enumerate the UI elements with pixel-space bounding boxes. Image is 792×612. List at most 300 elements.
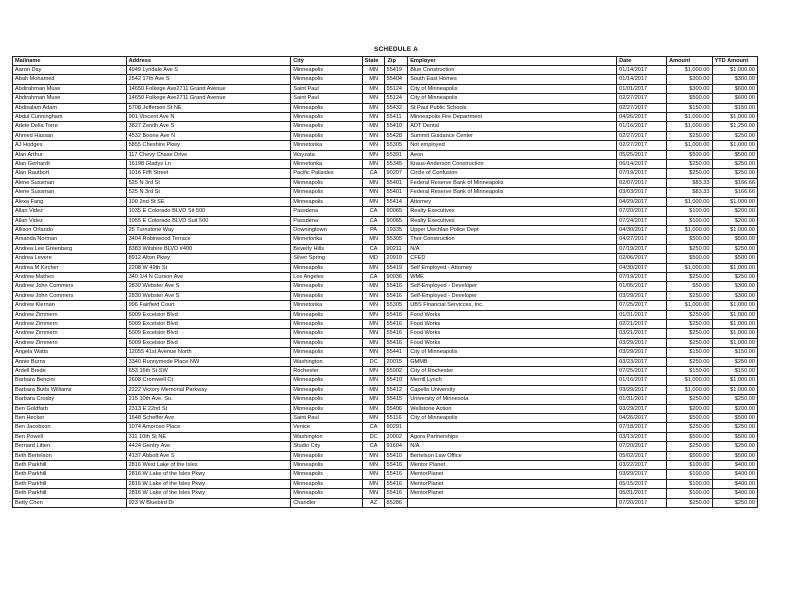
cell-state: MN [362, 94, 385, 103]
cell-city: Studio City [291, 442, 363, 451]
cell-mailname: Alan Rautbort [13, 169, 127, 178]
cell-ytd-amount: $150.00 [712, 103, 757, 112]
cell-employer [408, 498, 617, 507]
cell-city: Minneapolis [291, 103, 363, 112]
table-row [13, 489, 758, 498]
table-row [13, 235, 758, 244]
cell-mailname: Ben Hecker [13, 414, 127, 423]
cell-city: Minneapolis [291, 470, 363, 479]
cell-mailname: Angela Watts [13, 348, 127, 357]
col-header-state: State [362, 57, 385, 66]
table-row [13, 357, 758, 366]
cell-state: MN [362, 489, 385, 498]
cell-address: 1016 Fifft Street [126, 169, 291, 178]
cell-mailname: Beth Bertelson [13, 451, 127, 460]
cell-employer: CFED [408, 254, 617, 263]
cell-amount: $1,000.00 [667, 122, 712, 131]
cell-zip: 55441 [385, 348, 408, 357]
cell-city: Minneapolis [291, 263, 363, 272]
cell-city: Minneapolis [291, 310, 363, 319]
cell-ytd-amount: $250.00 [712, 272, 757, 281]
cell-employer: Summit Guidance Center [408, 131, 617, 140]
cell-address: 2208 W 49th St [126, 263, 291, 272]
table-row [13, 479, 758, 488]
cell-ytd-amount: $250.00 [712, 169, 757, 178]
cell-state: MN [362, 131, 385, 140]
cell-zip: 55416 [385, 291, 408, 300]
cell-state: DC [362, 432, 385, 441]
cell-date: 03/29/2017 [617, 385, 667, 394]
cell-mailname: Barbara Bencini [13, 376, 127, 385]
cell-zip: 20910 [385, 254, 408, 263]
cell-city: Minneapolis [291, 348, 363, 357]
table-row [13, 272, 758, 281]
cell-amount: $250.00 [667, 272, 712, 281]
cell-zip: 55345 [385, 160, 408, 169]
cell-mailname: AJ Hodges [13, 141, 127, 150]
cell-employer: City of Minneapolis [408, 84, 617, 93]
cell-ytd-amount: $200.00 [712, 404, 757, 413]
cell-state: MN [362, 160, 385, 169]
cell-amount: $250.00 [667, 498, 712, 507]
cell-date: 02/27/2017 [617, 103, 667, 112]
cell-ytd-amount: $500.00 [712, 432, 757, 441]
cell-date: 02/06/2017 [617, 254, 667, 263]
cell-mailname: Ben Powell [13, 432, 127, 441]
cell-amount: $250.00 [667, 442, 712, 451]
cell-employer: MentorPlanet [408, 470, 617, 479]
table-row [13, 141, 758, 150]
cell-date: 02/27/2017 [617, 94, 667, 103]
cell-ytd-amount: $200.00 [712, 216, 757, 225]
col-header-mailname: Mailname [13, 57, 127, 66]
cell-zip: 55414 [385, 197, 408, 206]
cell-employer: Thor Construction [408, 235, 617, 244]
cell-state: MN [362, 395, 385, 404]
cell-date: 05/15/2017 [617, 479, 667, 488]
cell-amount: $250.00 [667, 423, 712, 432]
col-header-address: Address [126, 57, 291, 66]
cell-ytd-amount: $1,000.00 [712, 376, 757, 385]
cell-employer: Federal Reserve Bank of Minneapolis [408, 188, 617, 197]
cell-city: Minneapolis [291, 395, 363, 404]
cell-zip: 55416 [385, 282, 408, 291]
cell-employer: Circle of Confusion [408, 169, 617, 178]
cell-date: 02/27/2017 [617, 131, 667, 140]
cell-zip: 55412 [385, 385, 408, 394]
cell-city: Minnetonka [291, 301, 363, 310]
cell-city: Wayzata [291, 150, 363, 159]
cell-ytd-amount: $250.00 [712, 244, 757, 253]
cell-amount: $1,000.00 [667, 113, 712, 122]
cell-mailname: Ben Goldfarb [13, 404, 127, 413]
cell-state: DC [362, 357, 385, 366]
cell-mailname: Andrew Mathes [13, 272, 127, 281]
cell-state: MN [362, 470, 385, 479]
cell-state: CA [362, 169, 385, 178]
cell-mailname: Amanda Norman [13, 235, 127, 244]
cell-address: 3340 Runnymede Place NW [126, 357, 291, 366]
cell-state: MN [362, 451, 385, 460]
table-row [13, 122, 758, 131]
cell-state: CA [362, 207, 385, 216]
cell-mailname: Andrea Lee Greenberg [13, 244, 127, 253]
cell-address: 5009 Excelsior Blvd [126, 338, 291, 347]
cell-ytd-amount: $1,000.00 [712, 338, 757, 347]
cell-amount: $200.00 [667, 404, 712, 413]
cell-ytd-amount: $1,000.00 [712, 141, 757, 150]
cell-zip: 90065 [385, 216, 408, 225]
cell-ytd-amount: $600.00 [712, 84, 757, 93]
cell-amount: $1,000.00 [667, 376, 712, 385]
cell-state: MN [362, 367, 385, 376]
cell-ytd-amount: $1,000.00 [712, 66, 757, 75]
cell-city: Minneapolis [291, 338, 363, 347]
table-row [13, 103, 758, 112]
cell-address: 2830 Webster Ave S [126, 291, 291, 300]
cell-mailname: Abah Mohamed [13, 75, 127, 84]
cell-state: MN [362, 263, 385, 272]
cell-city: Minnetonka [291, 141, 363, 150]
cell-address: 4949 Lyndale Ave S [126, 66, 291, 75]
cell-ytd-amount: $1,000.00 [712, 301, 757, 310]
cell-address: 4424 Gentry Ave [126, 442, 291, 451]
cell-date: 04/26/2017 [617, 113, 667, 122]
cell-ytd-amount: $250.00 [712, 160, 757, 169]
col-header-date: Date [617, 57, 667, 66]
cell-address: 1035 E Colorado BLVD Sit 500 [126, 207, 291, 216]
cell-address: 3404 Robinwood Terrace [126, 235, 291, 244]
cell-address: 2222 Victory Memorial Parkway [126, 385, 291, 394]
cell-state: AZ [362, 498, 385, 507]
cell-address: 1055 E Colorado BLVD Suit 500 [126, 216, 291, 225]
cell-state: CA [362, 216, 385, 225]
cell-ytd-amount: $300.00 [712, 291, 757, 300]
cell-employer: Bertelson Law Office [408, 451, 617, 460]
cell-city: Minneapolis [291, 197, 363, 206]
cell-mailname: Beth Parkhill [13, 489, 127, 498]
col-header-amount: Amount [667, 57, 712, 66]
cell-amount: $500.00 [667, 414, 712, 423]
cell-mailname: Ahmed Hassan [13, 131, 127, 140]
cell-amount: $1,000.00 [667, 141, 712, 150]
cell-city: Saint Paul [291, 84, 363, 93]
cell-address: 2313 E 22nd St [126, 404, 291, 413]
cell-city: Beverly Hills [291, 244, 363, 253]
table-row [13, 451, 758, 460]
cell-state: MN [362, 66, 385, 75]
cell-ytd-amount: $1,000.00 [712, 329, 757, 338]
cell-amount: $500.00 [667, 235, 712, 244]
cell-date: 06/14/2017 [617, 160, 667, 169]
cell-state: MN [362, 197, 385, 206]
cell-date: 03/29/2017 [617, 338, 667, 347]
cell-date: 03/22/2017 [617, 461, 667, 470]
cell-employer: Wellstone Action [408, 404, 617, 413]
cell-date: 03/29/2017 [617, 291, 667, 300]
table-row [13, 414, 758, 423]
cell-state: CA [362, 272, 385, 281]
cell-zip: 55124 [385, 84, 408, 93]
cell-city: Minnetonka [291, 160, 363, 169]
cell-city: Silver Spring [291, 254, 363, 263]
cell-city: Washington [291, 357, 363, 366]
cell-ytd-amount: $250.00 [712, 423, 757, 432]
cell-zip: 55305 [385, 235, 408, 244]
cell-zip: 55419 [385, 263, 408, 272]
table-row [13, 310, 758, 319]
cell-state: MN [362, 310, 385, 319]
cell-address: 8383 Wilshire BLVD #400 [126, 244, 291, 253]
cell-address: 117 Chevy Chase Drive [126, 150, 291, 159]
cell-mailname: Beth Parkhill [13, 461, 127, 470]
table-row [13, 461, 758, 470]
cell-employer: Capella University [408, 385, 617, 394]
cell-address: 2608 Cromwell Ct [126, 376, 291, 385]
cell-mailname: Annie Burns [13, 357, 127, 366]
cell-ytd-amount: $1,000.00 [712, 310, 757, 319]
cell-mailname: Beth Parkhill [13, 479, 127, 488]
cell-state: MN [362, 235, 385, 244]
cell-ytd-amount: $150.00 [712, 367, 757, 376]
cell-state: MN [362, 348, 385, 357]
cell-ytd-amount: $500.00 [712, 254, 757, 263]
cell-amount: $250.00 [667, 357, 712, 366]
cell-mailname: Beth Parkhill [13, 470, 127, 479]
cell-employer: Federal Reserve Bank of Minneapolis [408, 178, 617, 187]
cell-city: Minnetonka [291, 235, 363, 244]
table-row [13, 291, 758, 300]
cell-amount: $500.00 [667, 254, 712, 263]
cell-mailname: Allan Videz [13, 207, 127, 216]
cell-city: Minneapolis [291, 291, 363, 300]
cell-ytd-amount: $500.00 [712, 150, 757, 159]
cell-amount: $250.00 [667, 291, 712, 300]
table-row [13, 432, 758, 441]
cell-zip: 55416 [385, 470, 408, 479]
cell-state: MN [362, 188, 385, 197]
cell-state: MN [362, 479, 385, 488]
col-header-zip: Zip [385, 57, 408, 66]
cell-ytd-amount: $500.00 [712, 414, 757, 423]
cell-employer: St Paul Public Schools [408, 103, 617, 112]
cell-date: 03/13/2017 [617, 432, 667, 441]
table-row [13, 319, 758, 328]
cell-employer: Minneapolis Fire Department [408, 113, 617, 122]
cell-mailname: Aaron Day [13, 66, 127, 75]
cell-date: 04/27/2017 [617, 235, 667, 244]
cell-employer: Realty Executives [408, 216, 617, 225]
cell-state: MN [362, 291, 385, 300]
cell-mailname: Bernard Litten [13, 442, 127, 451]
cell-zip: 55416 [385, 338, 408, 347]
cell-employer: Mentor Planet [408, 461, 617, 470]
cell-address: 3827 Zenith Ave S [126, 122, 291, 131]
cell-city: Minneapolis [291, 66, 363, 75]
cell-mailname: Alene Sussman [13, 178, 127, 187]
cell-date: 07/18/2017 [617, 423, 667, 432]
cell-state: MN [362, 178, 385, 187]
cell-address: 923 W Bluebird Dr [126, 498, 291, 507]
cell-mailname: Allison Orlando [13, 225, 127, 234]
cell-address: 340 1/4 N Curson Ave [126, 272, 291, 281]
cell-date: 07/19/2017 [617, 169, 667, 178]
schedule-title: SCHEDULE A [373, 46, 418, 53]
cell-employer: MentorPlanet [408, 489, 617, 498]
cell-mailname: Andrew Zimmern [13, 319, 127, 328]
cell-zip: 55124 [385, 94, 408, 103]
cell-state: CA [362, 244, 385, 253]
table-row [13, 470, 758, 479]
cell-zip: 55410 [385, 451, 408, 460]
cell-city: Minneapolis [291, 319, 363, 328]
table-row [13, 207, 758, 216]
cell-zip: 90036 [385, 272, 408, 281]
cell-amount: $250.00 [667, 329, 712, 338]
cell-date: 05/31/2017 [617, 489, 667, 498]
cell-address: 2542 17th Ave S [126, 75, 291, 84]
cell-ytd-amount: $250.00 [712, 131, 757, 140]
cell-amount: $1,000.00 [667, 225, 712, 234]
cell-date: 01/14/2017 [617, 66, 667, 75]
cell-city: Minneapolis [291, 461, 363, 470]
table-row [13, 395, 758, 404]
cell-amount: $50.00 [667, 282, 712, 291]
cell-ytd-amount: $1,000.00 [712, 225, 757, 234]
cell-address: 2830 Webster Ave S [126, 282, 291, 291]
cell-mailname: Andrew Kiernan [13, 301, 127, 310]
table-row [13, 75, 758, 84]
cell-city: Venice [291, 423, 363, 432]
cell-ytd-amount: $166.66 [712, 188, 757, 197]
col-header-ytd-amount: YTD Amount [712, 57, 757, 66]
cell-ytd-amount: $250.00 [712, 395, 757, 404]
cell-date: 04/29/2017 [617, 197, 667, 206]
cell-date: 01/01/2017 [617, 84, 667, 93]
cell-ytd-amount: $250.00 [712, 498, 757, 507]
cell-zip: 19335 [385, 225, 408, 234]
cell-city: Los Angeles [291, 272, 363, 281]
cell-employer: City of Minneapolis [408, 94, 617, 103]
cell-mailname: Abdisalam Adam [13, 103, 127, 112]
cell-state: MN [362, 338, 385, 347]
cell-state: CA [362, 442, 385, 451]
cell-city: Minneapolis [291, 122, 363, 131]
cell-amount: $83.33 [667, 178, 712, 187]
cell-amount: $83.33 [667, 188, 712, 197]
header-row [13, 57, 758, 66]
cell-state: MN [362, 414, 385, 423]
cell-employer: South East Homes [408, 75, 617, 84]
cell-date: 03/03/2017 [617, 188, 667, 197]
table-row [13, 263, 758, 272]
table-row [13, 197, 758, 206]
cell-employer: Realty Executives [408, 207, 617, 216]
cell-employer: Food Works [408, 329, 617, 338]
cell-employer: UBS Financial Servicces, Inc. [408, 301, 617, 310]
cell-city: Minneapolis [291, 329, 363, 338]
cell-employer: Blue Construction [408, 66, 617, 75]
cell-amount: $100.00 [667, 207, 712, 216]
cell-city: Chandler [291, 498, 363, 507]
cell-city: Minneapolis [291, 188, 363, 197]
cell-address: 5009 Excelsior Blvd [126, 329, 291, 338]
cell-amount: $100.00 [667, 470, 712, 479]
cell-amount: $100.00 [667, 461, 712, 470]
cell-date: 01/05/2017 [617, 282, 667, 291]
cell-ytd-amount: $250.00 [712, 442, 757, 451]
cell-mailname: Andrew John Commers [13, 282, 127, 291]
cell-ytd-amount: $300.00 [712, 282, 757, 291]
cell-address: 2816 W Lake of the Isles Pkwy [126, 470, 291, 479]
cell-mailname: Barbara Butts Williams [13, 385, 127, 394]
cell-mailname: Ben Jacobson [13, 423, 127, 432]
cell-ytd-amount: $1,000.00 [712, 385, 757, 394]
cell-amount: $500.00 [667, 150, 712, 159]
cell-mailname: Alan Arthur [13, 150, 127, 159]
table-row [13, 498, 758, 507]
cell-amount: $250.00 [667, 310, 712, 319]
cell-city: Minneapolis [291, 75, 363, 84]
cell-state: MN [362, 113, 385, 122]
cell-amount: $250.00 [667, 395, 712, 404]
table-row [13, 348, 758, 357]
table-row [13, 254, 758, 263]
cell-date: 07/19/2017 [617, 272, 667, 281]
cell-amount: $1,000.00 [667, 301, 712, 310]
cell-zip: 55401 [385, 188, 408, 197]
cell-amount: $1,000.00 [667, 197, 712, 206]
cell-zip: 55406 [385, 404, 408, 413]
cell-zip: 55416 [385, 461, 408, 470]
cell-ytd-amount: $150.00 [712, 348, 757, 357]
cell-address: 525 N 3rd St [126, 178, 291, 187]
col-header-employer: Employer [408, 57, 617, 66]
cell-city: Pacific Palisides [291, 169, 363, 178]
cell-employer: ADT Dental [408, 122, 617, 131]
table-row [13, 66, 758, 75]
cell-amount: $150.00 [667, 367, 712, 376]
cell-amount: $100.00 [667, 479, 712, 488]
cell-zip: 55428 [385, 131, 408, 140]
cell-employer: City of Minneapolis [408, 414, 617, 423]
cell-mailname: Alexa Fang [13, 197, 127, 206]
cell-amount: $100.00 [667, 216, 712, 225]
cell-state: MN [362, 301, 385, 310]
cell-mailname: Andrew John Commers [13, 291, 127, 300]
cell-city: Minneapolis [291, 385, 363, 394]
table-row [13, 301, 758, 310]
table-row [13, 367, 758, 376]
cell-ytd-amount: $166.66 [712, 178, 757, 187]
cell-city: Saint Paul [291, 94, 363, 103]
cell-mailname: Alene Sussman [13, 188, 127, 197]
cell-city: Passdena [291, 216, 363, 225]
cell-zip: 55415 [385, 395, 408, 404]
cell-mailname: Andrea M Kircher [13, 263, 127, 272]
cell-state: MN [362, 103, 385, 112]
cell-city: Minneapolis [291, 489, 363, 498]
cell-state: MN [362, 376, 385, 385]
cell-date: 04/30/2017 [617, 225, 667, 234]
cell-date: 03/23/2017 [617, 357, 667, 366]
cell-zip: 90211 [385, 244, 408, 253]
table-row [13, 376, 758, 385]
cell-state: MN [362, 150, 385, 159]
cell-city: Minneapolis [291, 451, 363, 460]
cell-address: 1074 Amoroso Place [126, 423, 291, 432]
cell-address: 8912 Alton Pkwy [126, 254, 291, 263]
